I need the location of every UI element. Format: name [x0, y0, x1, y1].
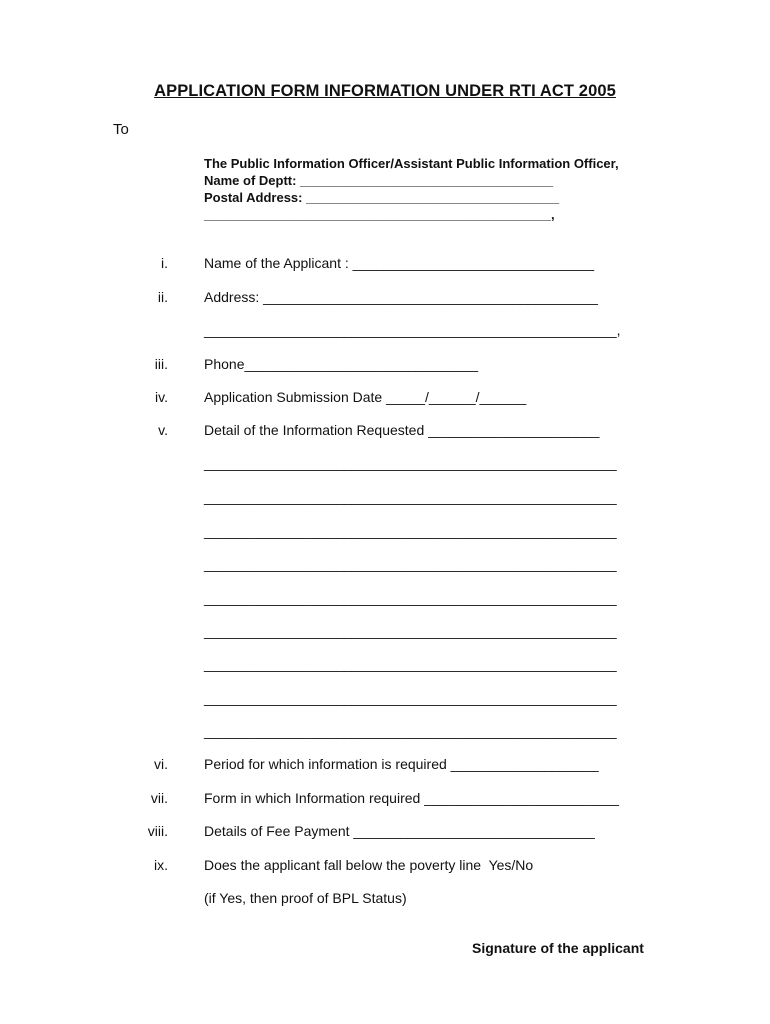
information-form-field: Form in which Information required _________________________ — [204, 790, 619, 806]
information-detail-field: Detail of the Information Requested ______________________ — [204, 422, 600, 438]
period-field: Period for which information is required ___________________ — [204, 756, 599, 772]
officer-address-block — [204, 155, 619, 223]
poverty-line-question: Does the applicant fall below the poverty line Yes/No — [204, 857, 534, 873]
detail-line: _____________________________________________________ — [204, 523, 617, 539]
detail-line: _____________________________________________________ — [204, 690, 617, 706]
fee-payment-field: Details of Fee Payment _______________________________ — [204, 823, 595, 839]
detail-line: _____________________________________________________ — [204, 489, 617, 505]
department-name-field: Name of Deptt: ___________________________________ — [204, 173, 554, 188]
item-number: viii. — [147, 823, 168, 839]
detail-line: _____________________________________________________ — [204, 590, 617, 606]
signature-label: Signature of the applicant — [472, 940, 644, 956]
applicant-name-field: Name of the Applicant : _______________________________ — [204, 255, 595, 271]
item-number: v. — [158, 422, 168, 438]
address-field: Address: ___________________________________________ — [204, 289, 598, 305]
item-number: vi. — [154, 756, 168, 772]
officer-title: The Public Information Officer/Assistant Public Information Officer, — [204, 156, 619, 171]
phone-field: Phone______________________________ — [204, 356, 479, 372]
item-number: ii. — [157, 289, 168, 305]
detail-line: _____________________________________________________ — [204, 723, 617, 739]
detail-line: _____________________________________________________ — [204, 455, 617, 471]
to-label: To — [113, 121, 129, 138]
item-number: iii. — [154, 356, 168, 372]
detail-line: _____________________________________________________ — [204, 656, 617, 672]
item-number: i. — [161, 255, 168, 271]
detail-line: _____________________________________________________ — [204, 556, 617, 572]
postal-address-line: ________________________________________________, — [204, 207, 555, 222]
form-title: APPLICATION FORM INFORMATION UNDER RTI ACT 2005 — [154, 82, 616, 100]
detail-line: _____________________________________________________ — [204, 623, 617, 639]
postal-address-field: Postal Address: ___________________________________ — [204, 190, 560, 205]
item-number: iv. — [155, 389, 168, 405]
item-number: vii. — [150, 790, 168, 806]
bpl-note: (if Yes, then proof of BPL Status) — [204, 890, 407, 906]
address-line: _____________________________________________________, — [204, 322, 621, 338]
submission-date-field: Application Submission Date _____/______/______ — [204, 389, 527, 405]
item-number: ix. — [154, 857, 168, 873]
